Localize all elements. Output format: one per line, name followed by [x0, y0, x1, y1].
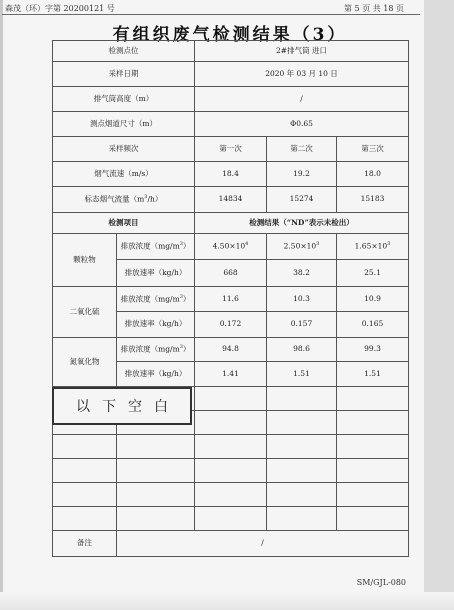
velocity-3: 18.0	[337, 162, 409, 187]
blank-below-stamp: 以下空白	[52, 387, 192, 425]
remarks-value: /	[117, 531, 409, 557]
concentration-label: 排放浓度$(mg/m^3)$	[117, 338, 195, 362]
concentration-value: 99.3	[337, 338, 409, 362]
rate-value: 0.157	[267, 312, 337, 338]
frequency-2: 第二次	[267, 137, 337, 162]
concentration-value: $4.50\times 10^4$	[195, 234, 267, 260]
concentration-value: 10.9	[337, 287, 409, 312]
blank-row	[53, 435, 409, 459]
size-value: Φ0.65	[195, 112, 409, 137]
rate-value: 0.165	[337, 312, 409, 338]
concentration-value: $1.65\times 10^3$	[337, 234, 409, 260]
rate-label: 排放速率（kg/h）	[117, 362, 195, 387]
concentration-value: 98.6	[267, 338, 337, 362]
blank-row	[53, 507, 409, 531]
velocity-label: 烟气流速（m/s）	[53, 162, 195, 187]
page-header	[0, 0, 454, 14]
document-number: 森茂（环）字第 20200121 号	[5, 4, 115, 13]
page-title: 有组织废气检测结果（3）	[112, 25, 348, 45]
result-header: 检测结果（“ND”表示未检出）	[195, 213, 409, 234]
blank-row	[53, 483, 409, 507]
header-divider	[2, 14, 420, 15]
table-row-frequency	[53, 137, 409, 162]
flow-3: 15183	[337, 187, 409, 213]
rate-value: 0.172	[195, 312, 267, 338]
concentration-value: 10.3	[267, 287, 337, 312]
rate-value: 1.51	[337, 362, 409, 387]
page-number: 第 5 页 共 18 页	[344, 4, 404, 13]
table-row-result-header	[53, 213, 409, 234]
table-row-height	[53, 87, 409, 112]
location-value: 2#排气筒 进口	[195, 41, 409, 62]
flow-1: 14834	[195, 187, 267, 213]
blank-row	[53, 459, 409, 483]
height-label: 排气筒高度（m）	[53, 87, 195, 112]
rate-label: 排放速率（kg/h）	[117, 312, 195, 338]
table-row-flow	[53, 187, 409, 213]
frequency-3: 第三次	[337, 137, 409, 162]
height-value: /	[195, 87, 409, 112]
velocity-2: 19.2	[267, 162, 337, 187]
form-code: SM/GJL-080	[356, 578, 406, 587]
rate-value: 25.1	[337, 260, 409, 287]
table-row	[53, 287, 409, 312]
concentration-value: $2.50\times 10^3$	[267, 234, 337, 260]
velocity-1: 18.4	[195, 162, 267, 187]
table-row-date	[53, 62, 409, 87]
flow-label: 标态烟气流量$(m^3/h)$	[53, 187, 195, 213]
pollutant-name: 二氧化硫	[53, 287, 117, 338]
table-row-location	[53, 41, 409, 62]
table-row-remarks	[53, 531, 409, 557]
table-row	[53, 234, 409, 260]
item-header: 检测项目	[53, 213, 195, 234]
rate-label: 排放速率（kg/h）	[117, 260, 195, 287]
scan-bottom-shade	[0, 592, 454, 610]
frequency-label: 采样频次	[53, 137, 195, 162]
concentration-value: 11.6	[195, 287, 267, 312]
pollutant-name: 颗粒物	[53, 234, 117, 287]
table-row-size	[53, 112, 409, 137]
date-value: 2020 年 03 月 10 日	[195, 62, 409, 87]
flow-2: 15274	[267, 187, 337, 213]
rate-value: 38.2	[267, 260, 337, 287]
rate-value: 668	[195, 260, 267, 287]
rate-value: 1.51	[267, 362, 337, 387]
scan-right-edge	[424, 0, 454, 610]
pollutant-name: 氮氧化物	[53, 338, 117, 387]
concentration-label: 排放浓度$(mg/m^3)$	[117, 234, 195, 260]
concentration-label: 排放浓度$(mg/m^3)$	[117, 287, 195, 312]
location-label: 检测点位	[53, 41, 195, 62]
rate-value: 1.41	[195, 362, 267, 387]
table-row	[53, 338, 409, 362]
table-row-velocity	[53, 162, 409, 187]
remarks-label: 备注	[53, 531, 117, 557]
scan-left-edge	[0, 0, 3, 610]
date-label: 采样日期	[53, 62, 195, 87]
frequency-1: 第一次	[195, 137, 267, 162]
results-table	[52, 40, 409, 557]
size-label: 测点烟道尺寸（m）	[53, 112, 195, 137]
concentration-value: 94.8	[195, 338, 267, 362]
